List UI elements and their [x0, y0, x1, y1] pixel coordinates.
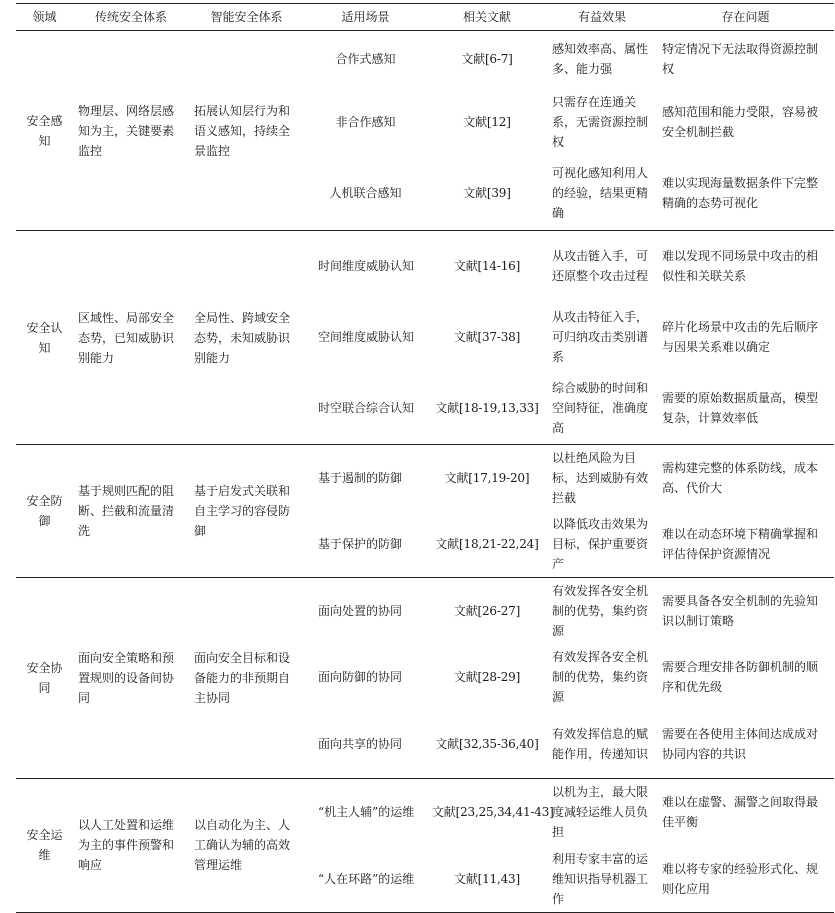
header-traditional: 传统安全体系	[94, 10, 167, 24]
problem-cell: 难以实现海量数据条件下完整精确的态势可视化	[662, 176, 819, 211]
problem-cell: 需要在各使用主体间达成成对协同内容的共识	[662, 726, 819, 761]
table-row	[16, 445, 834, 512]
scene-cell: 非合作感知	[335, 114, 396, 129]
problem-cell: 难以在虚警、漏警之间取得最佳平衡	[662, 795, 819, 830]
group-security-operations	[16, 778, 834, 913]
table-row	[16, 31, 834, 87]
benefit-cell: 可视化感知利用人的经验，结果更精确	[552, 166, 649, 221]
intelligent-cell: 基于启发式关联和自主学习的容侵防御	[194, 484, 291, 538]
problem-cell: 难以在动态环境下精确掌握和评估待保护资源情况	[662, 527, 819, 561]
comparison-table	[16, 3, 834, 913]
table-row	[16, 578, 834, 645]
scene-cell: 面向处置的协同	[318, 604, 403, 618]
reference-cell: 文献[37-38]	[453, 329, 521, 344]
traditional-cell: 面向安全策略和预置规则的设备间协同	[78, 650, 175, 705]
header-problem: 存在问题	[721, 10, 770, 24]
problem-cell: 需要合理安排各防御机制的顺序和优先级	[662, 660, 819, 694]
benefit-cell: 从攻击链入手，可还原整个攻击过程	[552, 248, 649, 283]
scene-cell: 面向共享的协同	[318, 736, 403, 751]
header-row	[16, 4, 834, 31]
problem-cell: 需构建完整的体系防线，成本高、代价大	[662, 461, 819, 495]
benefit-cell: 有效发挥各安全机制的优势，集约资源	[552, 584, 649, 638]
intelligent-cell: 面向安全目标和设备能力的非预期自主协同	[194, 650, 291, 705]
reference-cell: 文献[11,43]	[454, 872, 520, 886]
header-domain: 领域	[32, 10, 57, 24]
benefit-cell: 以降低攻击效果为目标，保护重要资产	[552, 517, 649, 571]
reference-cell: 文献[12]	[463, 114, 511, 129]
table-row	[16, 231, 834, 301]
reference-cell: 文献[17,19-20]	[444, 471, 530, 485]
problem-cell: 感知范围和能力受限，容易被安全机制拦截	[662, 104, 819, 139]
reference-cell: 文献[26-27]	[453, 604, 521, 618]
scene-cell: “机主人辅”的运维	[318, 805, 415, 820]
scene-cell: 面向防御的协同	[318, 670, 403, 684]
domain-cell: 安全感知	[26, 113, 63, 148]
reference-cell: 文献[18,21-22,24]	[435, 537, 539, 551]
reference-cell: 文献[39]	[463, 186, 511, 201]
intelligent-cell: 以自动化为主、人工确认为辅的高效管理运维	[194, 818, 291, 873]
scene-cell: 合作式感知	[335, 51, 396, 66]
scene-cell: 基于保护的防御	[318, 537, 403, 551]
benefit-cell: 以机为主，最大限度减轻运维人员负担	[552, 785, 649, 840]
domain-cell: 安全协同	[26, 660, 63, 695]
intelligent-cell: 全局性、跨域安全态势，未知威胁识别能力	[194, 310, 291, 365]
traditional-cell: 基于规则匹配的阻断、拦截和流量清洗	[78, 484, 175, 538]
reference-cell: 文献[18-19,13,33]	[435, 401, 539, 416]
scene-cell: 人机联合感知	[329, 186, 402, 201]
traditional-cell: 以人工处置和运维为主的事件预警和响应	[78, 818, 175, 873]
reference-cell: 文献[6-7]	[461, 51, 513, 66]
benefit-cell: 感知效率高、属性多、能力强	[552, 41, 649, 76]
group-security-defense	[16, 445, 834, 578]
domain-cell: 安全防御	[26, 494, 63, 528]
domain-cell: 安全认知	[26, 320, 63, 355]
group-security-perception	[16, 31, 834, 231]
reference-cell: 文献[23,25,34,41-43]	[432, 805, 554, 820]
intelligent-cell: 拓展认知层行为和语义感知，持续全景监控	[194, 103, 291, 158]
scene-cell: 基于遏制的防御	[318, 471, 403, 485]
scene-cell: “人在环路”的运维	[318, 872, 415, 886]
benefit-cell: 以杜绝风险为目标，达到威胁有效拦截	[552, 451, 649, 505]
traditional-cell: 区域性、局部安全态势，已知威胁识别能力	[78, 310, 175, 365]
table-row	[16, 778, 834, 846]
benefit-cell: 利用专家丰富的运维知识指导机器工作	[552, 852, 649, 906]
reference-cell: 文献[14-16]	[453, 258, 521, 273]
problem-cell: 难以发现不同场景中攻击的相似性和关联关系	[662, 248, 819, 283]
header-references: 相关文献	[462, 10, 511, 24]
benefit-cell: 只需存在连通关系，无需资源控制权	[552, 94, 649, 149]
group-security-cognition	[16, 231, 834, 445]
header-scene: 适用场景	[341, 10, 390, 24]
problem-cell: 需要具备各安全机制的先验知识以制订策略	[662, 594, 819, 628]
benefit-cell: 有效发挥各安全机制的优势，集约资源	[552, 650, 649, 704]
scene-cell: 空间维度威胁认知	[318, 329, 415, 344]
scene-cell: 时空联合综合认知	[318, 401, 415, 416]
reference-cell: 文献[32,35-36,40]	[435, 736, 539, 751]
header-intelligent: 智能安全体系	[210, 10, 283, 24]
problem-cell: 碎片化场景中攻击的先后顺序与因果关系难以确定	[662, 319, 819, 354]
traditional-cell: 物理层、网络层感知为主，关键要素监控	[78, 103, 175, 158]
scene-cell: 时间维度威胁认知	[318, 258, 415, 273]
benefit-cell: 有效发挥信息的赋能作用，传递知识	[552, 726, 649, 761]
problem-cell: 特定情况下无法取得资源控制权	[662, 41, 819, 76]
benefit-cell: 从攻击特征入手，可归纳攻击类别谱系	[552, 309, 649, 364]
domain-cell: 安全运维	[26, 828, 63, 863]
reference-cell: 文献[28-29]	[453, 670, 521, 684]
group-security-collaboration	[16, 578, 834, 779]
problem-cell: 难以将专家的经验形式化、规则化应用	[662, 862, 819, 896]
header-benefit: 有益效果	[577, 10, 626, 24]
problem-cell: 需要的原始数据质量高，模型复杂，计算效率低	[662, 391, 819, 426]
benefit-cell: 综合威胁的时间和空间特征，准确度高	[552, 381, 649, 436]
